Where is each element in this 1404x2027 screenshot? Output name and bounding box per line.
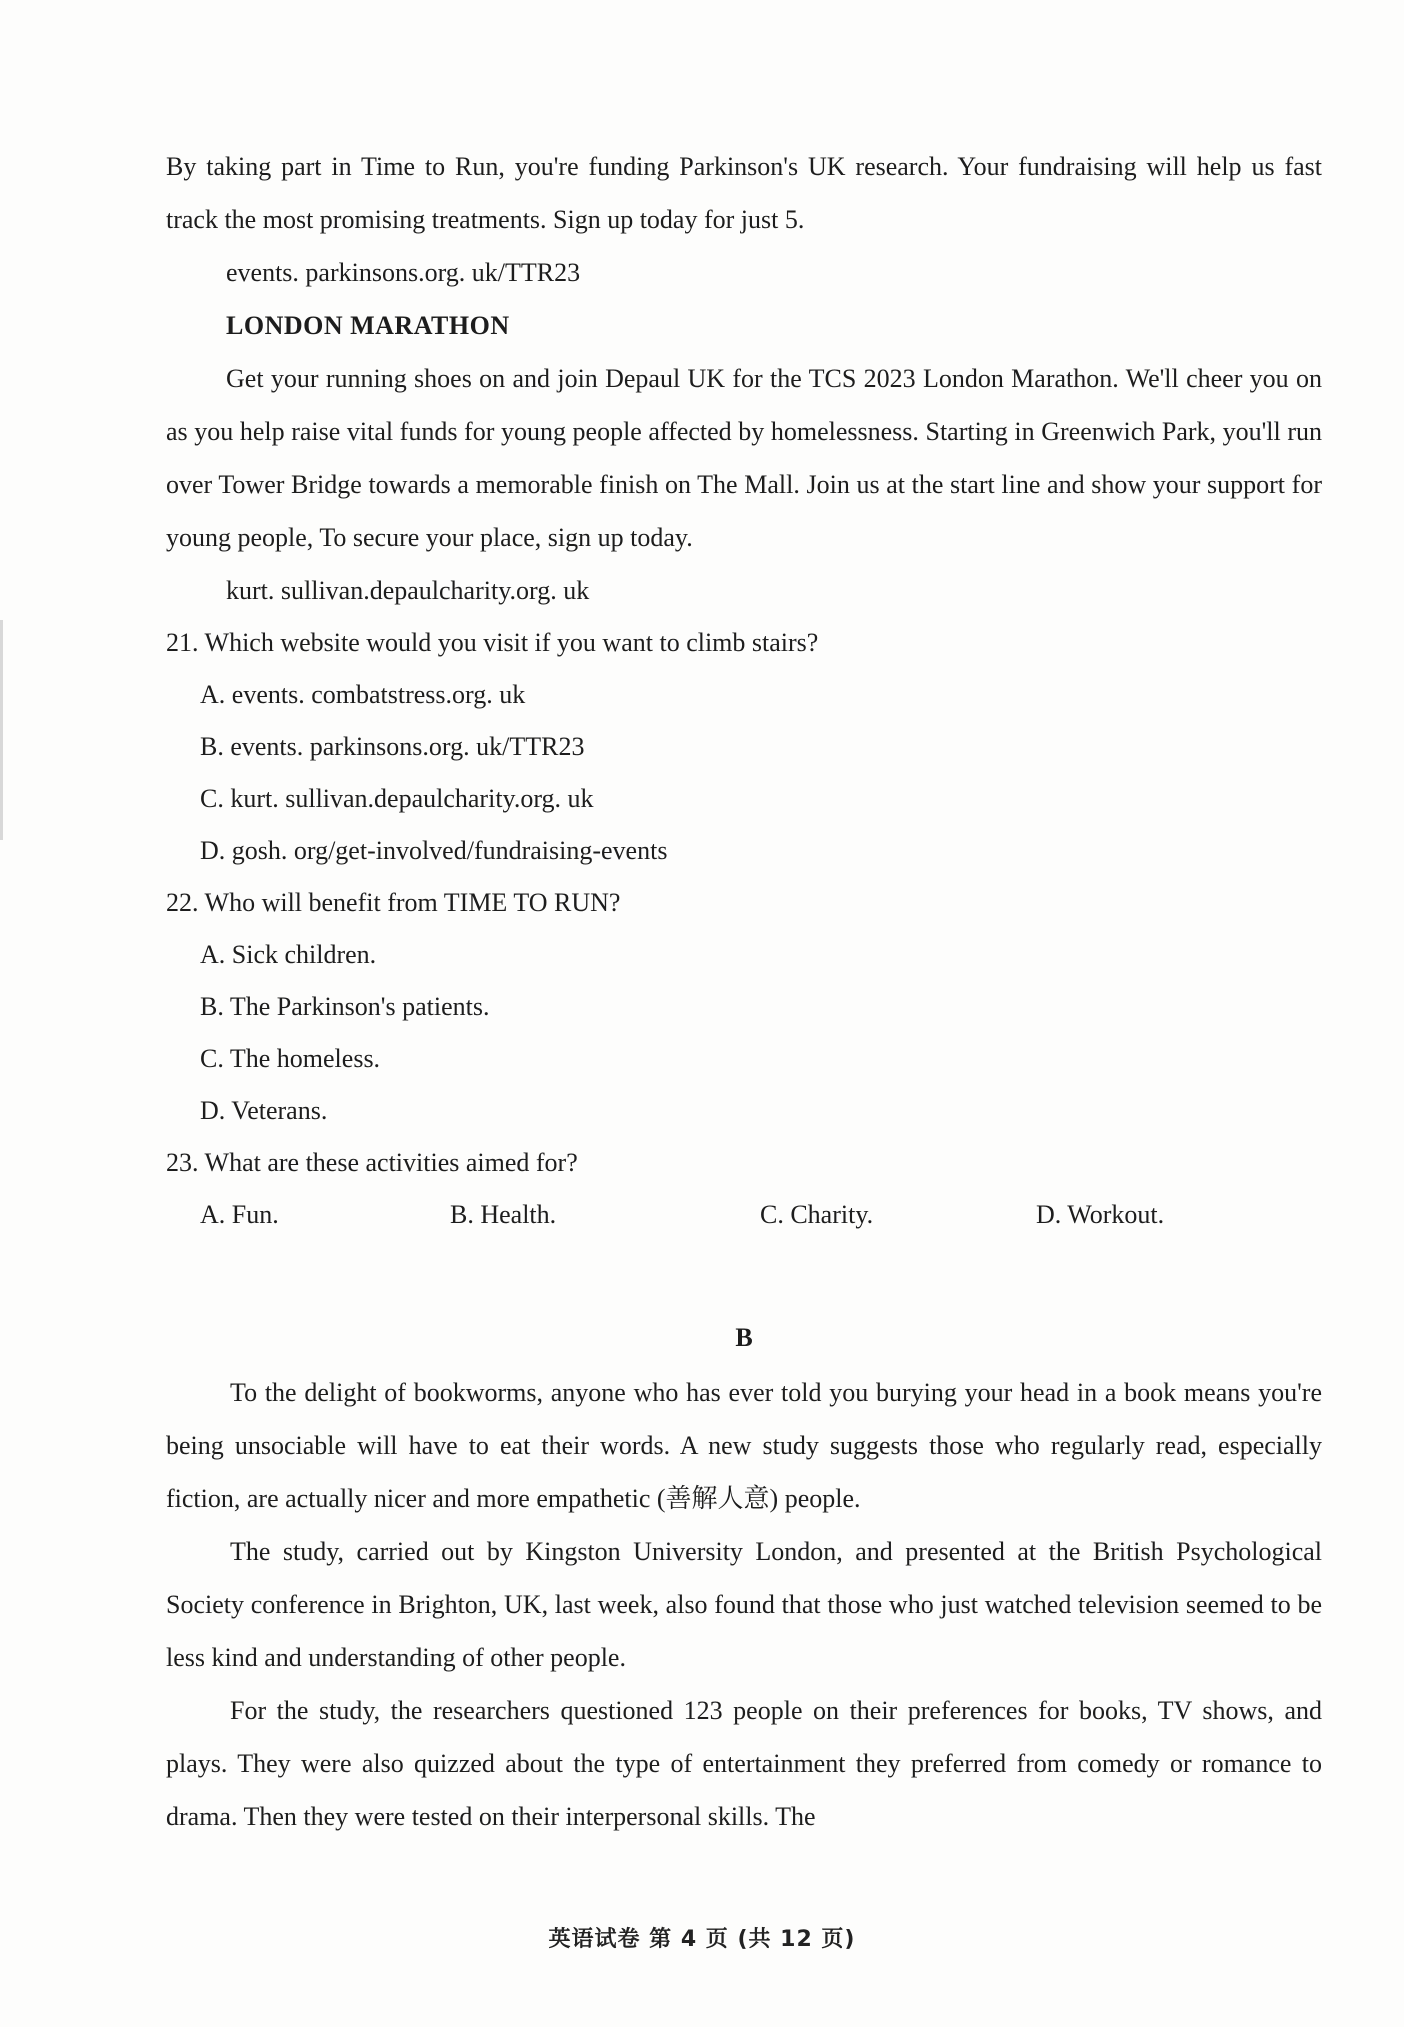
time-to-run-text: By taking part in Time to Run, you're funding Parkinson's UK research. Your fundraising will help us fast track the most promising treatments. Sign up today for just 5.: [166, 152, 1322, 234]
question-stem: 21. Which website would you visit if you want to climb stairs?: [166, 628, 819, 657]
london-marathon-heading: LONDON MARATHON: [226, 311, 510, 340]
options-row: [166, 1189, 1322, 1241]
option-b: B. events. parkinsons.org. uk/TTR23: [200, 732, 585, 761]
time-to-run-link: events. parkinsons.org. uk/TTR23: [226, 258, 581, 287]
london-marathon-link: kurt. sullivan.depaulcharity.org. uk: [226, 576, 590, 605]
option-d: D. Workout.: [1036, 1200, 1165, 1229]
question-22: [166, 877, 1322, 1137]
option-c: C. kurt. sullivan.depaulcharity.org. uk: [200, 784, 594, 813]
section-b-label: B: [735, 1323, 753, 1352]
option-c: C. Charity.: [760, 1200, 874, 1229]
option-a: A. events. combatstress.org. uk: [200, 680, 526, 709]
option-b: B. Health.: [450, 1200, 557, 1229]
london-marathon-text: Get your running shoes on and join Depaul UK for the TCS 2023 London Marathon. We'll cheer you on as you help raise vital funds for young people affected by homelessness. Starting in Greenwich Park, you'll run over Tower Bridge towards a memorable finish on The Mall. Join us at the start line and show your support for young people, To secure your place, sign up today.: [166, 364, 1322, 552]
question-stem: 23. What are these activities aimed for?: [166, 1148, 578, 1177]
option-c: C. The homeless.: [200, 1044, 381, 1073]
scan-edge-mark: [0, 620, 3, 840]
passage-b-paragraph-1: To the delight of bookworms, anyone who has ever told you burying your head in a book means you're being unsociable will have to eat their words. A new study suggests those who regularly read, especially fiction, are actually nicer and more empathetic (善解人意) people.: [166, 1378, 1322, 1513]
question-23: [166, 1137, 1322, 1241]
option-d: D. Veterans.: [200, 1096, 328, 1125]
question-21: [166, 617, 1322, 877]
option-d: D. gosh. org/get-involved/fundraising-events: [200, 836, 668, 865]
passage-b-paragraph-2: The study, carried out by Kingston University London, and presented at the British Psychological Society conference in Brighton, UK, last week, also found that those who just watched television seemed to be less kind and understanding of other people.: [166, 1537, 1322, 1672]
option-b: B. The Parkinson's patients.: [200, 992, 490, 1021]
page-content: [166, 140, 1322, 1843]
page-footer: 英语试卷 第 4 页 (共 12 页): [548, 1927, 856, 1952]
question-stem: 22. Who will benefit from TIME TO RUN?: [166, 888, 621, 917]
option-a: A. Sick children.: [200, 940, 377, 969]
passage-b-paragraph-3: For the study, the researchers questioned 123 people on their preferences for books, TV shows, and plays. They were also quizzed about the type of entertainment they preferred from comedy or romance to drama. Then they were tested on their interpersonal skills. The: [166, 1696, 1322, 1831]
option-a: A. Fun.: [200, 1200, 279, 1229]
